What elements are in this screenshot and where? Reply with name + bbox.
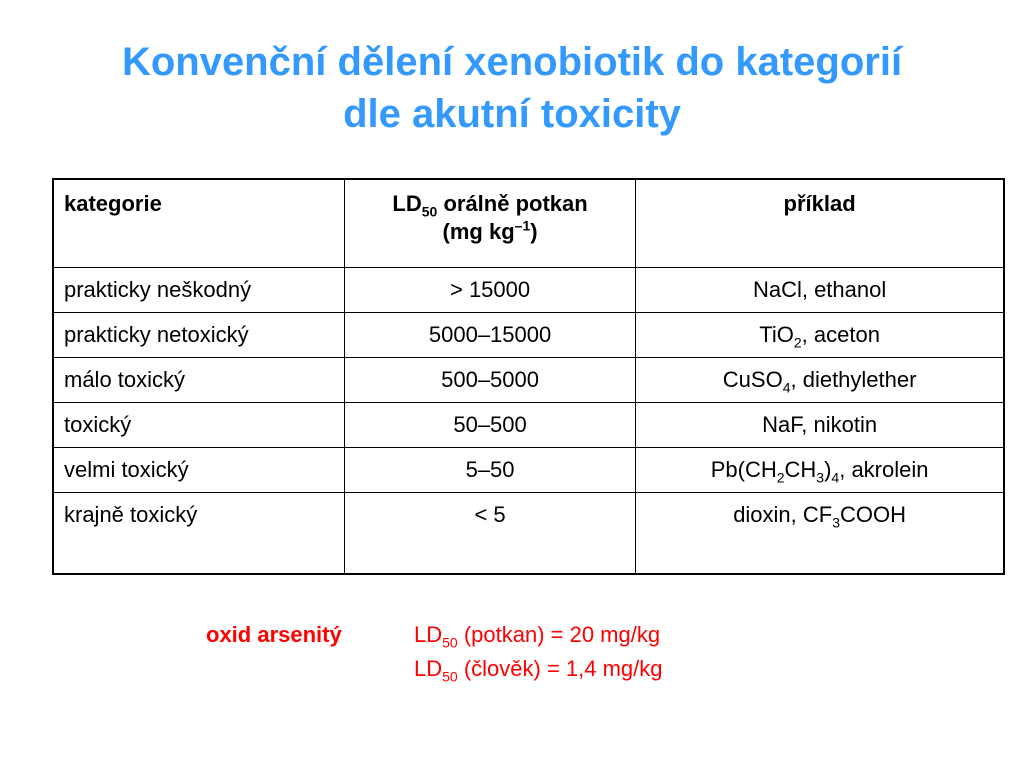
cell-ld50: 5–50 xyxy=(344,448,635,493)
title-line-2: dle akutní toxicity xyxy=(343,92,681,136)
header-ld50-sub: 50 xyxy=(421,203,438,220)
table-header-row xyxy=(53,179,1004,268)
cell-ld50: 500–5000 xyxy=(344,358,635,403)
toxicity-table xyxy=(52,178,1005,575)
note-line-rat xyxy=(414,618,660,652)
cell-example xyxy=(636,358,1004,403)
example-sub: 4 xyxy=(831,469,840,486)
table-row xyxy=(53,403,1004,448)
example-sub: 2 xyxy=(793,334,802,351)
example-text: TiO xyxy=(759,322,794,347)
cell-category: prakticky netoxický xyxy=(53,313,344,358)
cell-category: velmi toxický xyxy=(53,448,344,493)
note-ld: LD xyxy=(414,622,443,647)
example-text: Pb(CH xyxy=(710,457,777,482)
title-line-1: Konvenční dělení xenobiotik do kategorií xyxy=(121,40,903,84)
example-text: NaCl, ethanol xyxy=(752,277,887,302)
cell-example xyxy=(636,448,1004,493)
example-text: dioxin, CF xyxy=(733,502,833,527)
example-text: NaF, nikotin xyxy=(762,412,878,437)
example-text: CH xyxy=(784,457,817,482)
cell-category: krajně toxický xyxy=(53,493,344,575)
example-text: CuSO xyxy=(722,367,783,392)
header-category: kategorie xyxy=(53,179,344,268)
cell-category: prakticky neškodný xyxy=(53,268,344,313)
cell-example xyxy=(636,313,1004,358)
note-line-human xyxy=(414,652,663,686)
table-row xyxy=(53,313,1004,358)
example-sub: 2 xyxy=(776,469,785,486)
cell-ld50: 5000–15000 xyxy=(344,313,635,358)
slide-title xyxy=(0,36,1024,140)
header-ld50 xyxy=(344,179,635,268)
example-sub: 4 xyxy=(782,379,791,396)
note-compound-name: oxid arsenitý xyxy=(206,622,342,647)
cell-category: málo toxický xyxy=(53,358,344,403)
example-sub: 3 xyxy=(832,514,841,531)
example-text: , akrolein xyxy=(839,457,929,482)
note-rat-value: (potkan) = 20 mg/kg xyxy=(457,622,661,647)
cell-example xyxy=(636,268,1004,313)
header-ld50-rest: orálně potkan xyxy=(437,191,588,216)
note-ld-sub: 50 xyxy=(442,668,458,685)
cell-ld50: < 5 xyxy=(344,493,635,575)
header-example: příklad xyxy=(636,179,1004,268)
table-row xyxy=(53,268,1004,313)
header-ld50-unit-pre: (mg kg xyxy=(442,219,515,244)
header-ld50-ld: LD xyxy=(392,191,422,216)
table-row xyxy=(53,493,1004,575)
table-row xyxy=(53,358,1004,403)
note-ld: LD xyxy=(414,656,443,681)
example-text: , aceton xyxy=(801,322,880,347)
table-row xyxy=(53,448,1004,493)
cell-example xyxy=(636,493,1004,575)
cell-example xyxy=(636,403,1004,448)
header-ld50-unit-sup: –1 xyxy=(514,217,531,234)
cell-ld50: > 15000 xyxy=(344,268,635,313)
cell-category: toxický xyxy=(53,403,344,448)
note-ld-sub: 50 xyxy=(442,634,458,651)
cell-ld50: 50–500 xyxy=(344,403,635,448)
note-human-value: (člověk) = 1,4 mg/kg xyxy=(457,656,663,681)
header-ld50-unit-post: ) xyxy=(530,219,538,244)
example-text: , diethylether xyxy=(790,367,917,392)
example-sub: 3 xyxy=(816,469,825,486)
example-text: ) xyxy=(824,457,832,482)
example-text: COOH xyxy=(840,502,907,527)
